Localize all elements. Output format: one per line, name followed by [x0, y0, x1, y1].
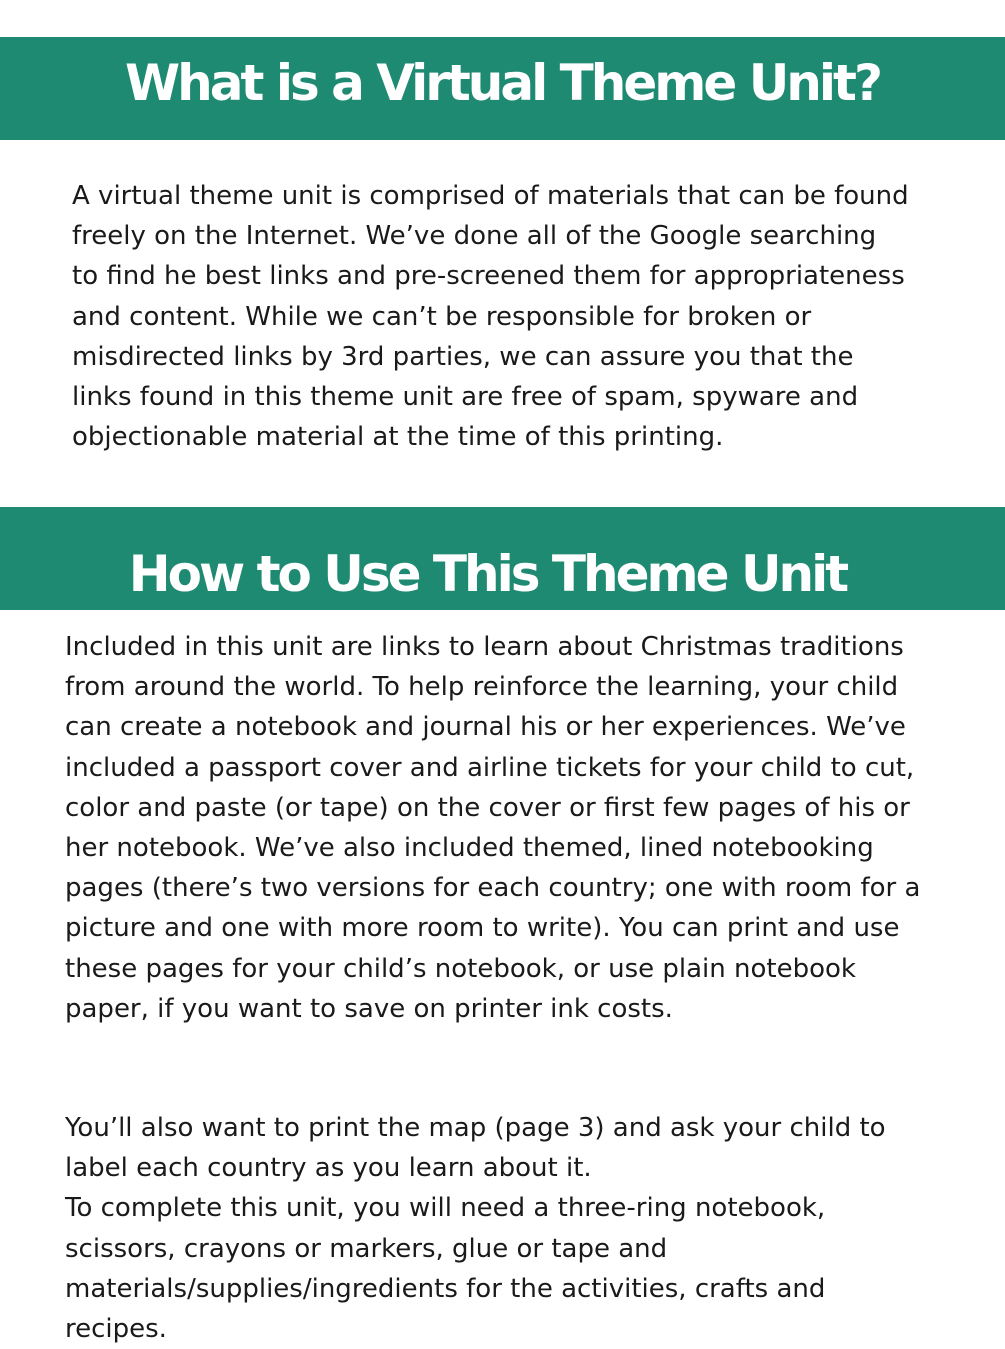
section-body-paragraph: You’ll also want to print the map (page 3) and ask your child to label each country as you learn about it. To complete this unit, you will need a three-ring notebook, scissors, crayons or markers, glue or tape and materials/supplies/ingredients for the activities, crafts and recipes. [65, 1113, 886, 1345]
section-banner-virtual-theme-unit [0, 37, 1005, 140]
section-heading: How to Use This Theme Unit [128, 544, 847, 603]
section-heading: What is a Virtual Theme Unit? [125, 53, 880, 112]
section-body-paragraph: Included in this unit are links to learn about Christmas traditions from around the world. To help reinforce the learning, your child can create a notebook and journal his or her experiences. We’ve included a passport cover and airline tickets for your child to cut, color and paste (or tape) on the cover or first few pages of his or her notebook. We’ve also included themed, lined notebooking pages (there’s two versions for each country; one with room for a picture and one with more room to write). You can print and use these pages for your child’s notebook, or use plain notebook paper, if you want to save on printer ink costs. [65, 632, 921, 1024]
section-body-paragraph: A virtual theme unit is comprised of materials that can be found freely on the Internet. We’ve done all of the Google searching to find he best links and pre-screened them for appropriateness and content. While we can’t be responsible for broken or misdirected links by 3rd parties, we can assure you that the links found in this theme unit are free of spam, spyware and objectionable material at the time of this printing. [72, 181, 909, 453]
section-banner-how-to-use [0, 507, 1005, 610]
